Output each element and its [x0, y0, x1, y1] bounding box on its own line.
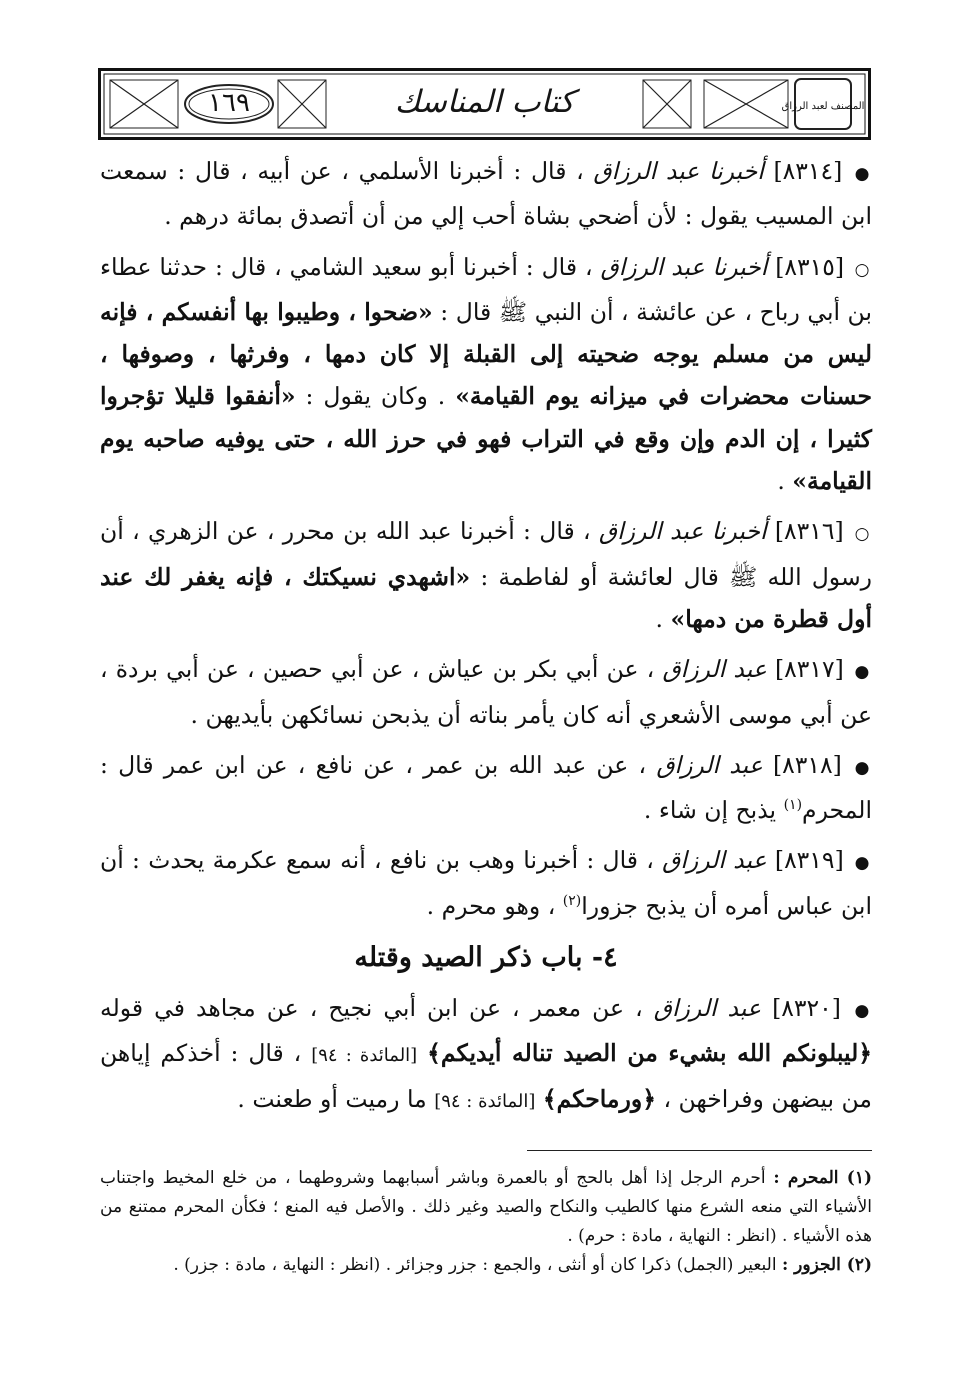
quran-reference: [المائدة : ٩٤]: [311, 1045, 418, 1067]
entry-number: [٨٣١٦]: [774, 517, 844, 546]
entry-text: ، عن معمر ، عن ابن أبي نجيح ، عن مجاهد في قوله: [100, 994, 643, 1023]
hadith-entry-8314: [100, 150, 872, 238]
page-title: كتاب المناسك: [394, 84, 575, 120]
footnote-reference[interactable]: (١): [783, 797, 803, 814]
entry-narrator: عبد الرزاق: [662, 846, 767, 875]
entry-number: [٨٣١٩]: [774, 846, 844, 875]
entry-narrator: عبد الرزاق: [656, 750, 763, 779]
entry-text-end: يذبح إن شاء .: [643, 796, 777, 825]
entry-narrator: أخبرنا عبد الرزاق: [598, 517, 767, 546]
hadith-entry-8315: [100, 246, 872, 503]
quran-quote: ﴿ليبلونكم الله بشيء من الصيد تناله أيديكم﴾: [427, 1039, 873, 1068]
entry-marker: ○: [854, 259, 870, 280]
entry-text-end: .: [777, 467, 785, 496]
footnote-divider: [527, 1150, 872, 1151]
hadith-entry-8317: [100, 648, 872, 736]
entry-text-end: ما رميت أو طعنت .: [237, 1084, 427, 1113]
hadith-entry-8316: [100, 510, 872, 640]
entry-text: ، عن أبي بكر بن عياش ، عن أبي حصين ، عن أبي بردة ، عن أبي موسى الأشعري أنه كان يأمر بناته أن يذبحن نسائكهن بأيديهن .: [100, 655, 872, 729]
entry-text: ، قال : أخبرنا وهب بن نافع ، أنه سمع عكرمة يحدث : أن ابن عباس أمره أن يذبح جزورا: [100, 846, 872, 920]
publisher-logo-icon: [781, 79, 865, 129]
chapter-heading: ٤- باب ذكر الصيد وقتله: [354, 942, 618, 974]
page-header: [98, 68, 871, 140]
entry-text-end: .: [655, 604, 664, 633]
entry-text: ، قال : أخبرنا الأسلمي ، عن أبيه ، قال : سمعت ابن المسيب يقول : لأن أضحي بشاة أحب إلي من أن أتصدق بمائة درهم .: [100, 157, 872, 231]
page-number: ١٦٩: [208, 88, 250, 118]
entry-marker: ○: [854, 524, 870, 545]
entry-number: [٨٣١٥]: [775, 252, 845, 281]
entry-narrator: عبد الرزاق: [653, 994, 762, 1023]
entry-text-continued: ، قال : أخذكم إياهن من بيضهن وفراخهن ،: [100, 1039, 872, 1113]
footnote-reference[interactable]: (٢): [562, 892, 582, 909]
entry-narrator: عبد الرزاق: [662, 655, 767, 684]
quran-quote: ﴿ورماحكم﴾: [542, 1084, 656, 1113]
entry-text: ، قال : أخبرنا عبد الله بن محرر ، عن الزهري ، أن رسول الله ﷺ قال لعائشة أو لفاطمة :: [100, 517, 872, 591]
hadith-entry-8320: [100, 987, 872, 1123]
hadith-quote: «اشهدي نسيكتك ، فإنه يغفر لك عند أول قطرة من دمها»: [100, 562, 872, 633]
entry-number: [٨٣٢٠]: [772, 994, 841, 1023]
entry-marker: ●: [854, 1001, 870, 1022]
hadith-entry-8318: [100, 744, 872, 832]
entry-text: ، قال : أخبرنا أبو سعيد الشامي ، قال : حدثنا عطاء بن أبي رباح ، عن عائشة ، أن النبي ﷺ قال :: [100, 252, 872, 326]
quran-reference: [المائدة : ٩٤]: [434, 1090, 536, 1112]
hadith-quote: «ضحوا ، وطيبوا بها أنفسكم ، فإنه ليس من مسلم يوجه ضحيته إلى القبلة إلا كان دمها ، وفرثها ، وصوفها ، حسنات محضرات في ميزانه يوم القيامة»: [100, 297, 872, 411]
footnote-2: [100, 1251, 872, 1280]
entry-narrator: أخبرنا عبد الرزاق: [593, 157, 764, 185]
entry-number: [٨٣١٨]: [772, 750, 842, 779]
entry-text-continued: . وكان يقول :: [305, 382, 446, 411]
footnote-text: أحرم الرجل إذا أهل بالحج أو بالعمرة وباشر أسبابهما وشروطهما ، من خلع المخيط واجتناب الأشياء التي منعه الشرع منها كالطيب والنكاح والصيد وغير ذلك . والأصل فيه المنع ؛ فكأن المحرم ممتنع من هذه الأشياء . (انظر : النهاية ، مادة : حرم) .: [100, 1168, 873, 1246]
entry-marker: ●: [854, 757, 870, 778]
entry-text-end: ، وهو محرم .: [426, 891, 556, 920]
footnote-label: (١) المحرم :: [773, 1168, 873, 1188]
entry-marker: ●: [854, 662, 870, 683]
entry-marker: ●: [854, 164, 870, 184]
footnote-list: [100, 1164, 872, 1280]
footnote-text: البعير (الجمل) ذكرا كان أو أنثى ، والجمع : جزر وجزائر . (انظر : النهاية ، مادة : جزر) .: [173, 1255, 777, 1275]
footnote-label: (٢) الجزور :: [781, 1255, 872, 1275]
hadith-quote: «أنفقوا قليلا تؤجروا كثيرا ، إن الدم وإن وقع في التراب فهو في حرز الله ، حتى يوفيه صاحبه يوم القيامة»: [100, 382, 872, 496]
hadith-entry-8319: [100, 839, 872, 927]
footnote-1: [100, 1164, 872, 1251]
entry-marker: ●: [854, 853, 870, 874]
entry-narrator: أخبرنا عبد الرزاق: [600, 252, 768, 281]
svg-text:المصنف لعبد الرزاق: المصنف لعبد الرزاق: [781, 101, 865, 112]
entry-text: ، عن عبد الله بن عمر ، عن نافع ، عن ابن عمر قال : المحرم: [100, 750, 872, 825]
entry-number: [٨٣١٧]: [774, 655, 844, 684]
entry-number: [٨٣١٤]: [773, 157, 843, 185]
main-text: [100, 150, 872, 1131]
